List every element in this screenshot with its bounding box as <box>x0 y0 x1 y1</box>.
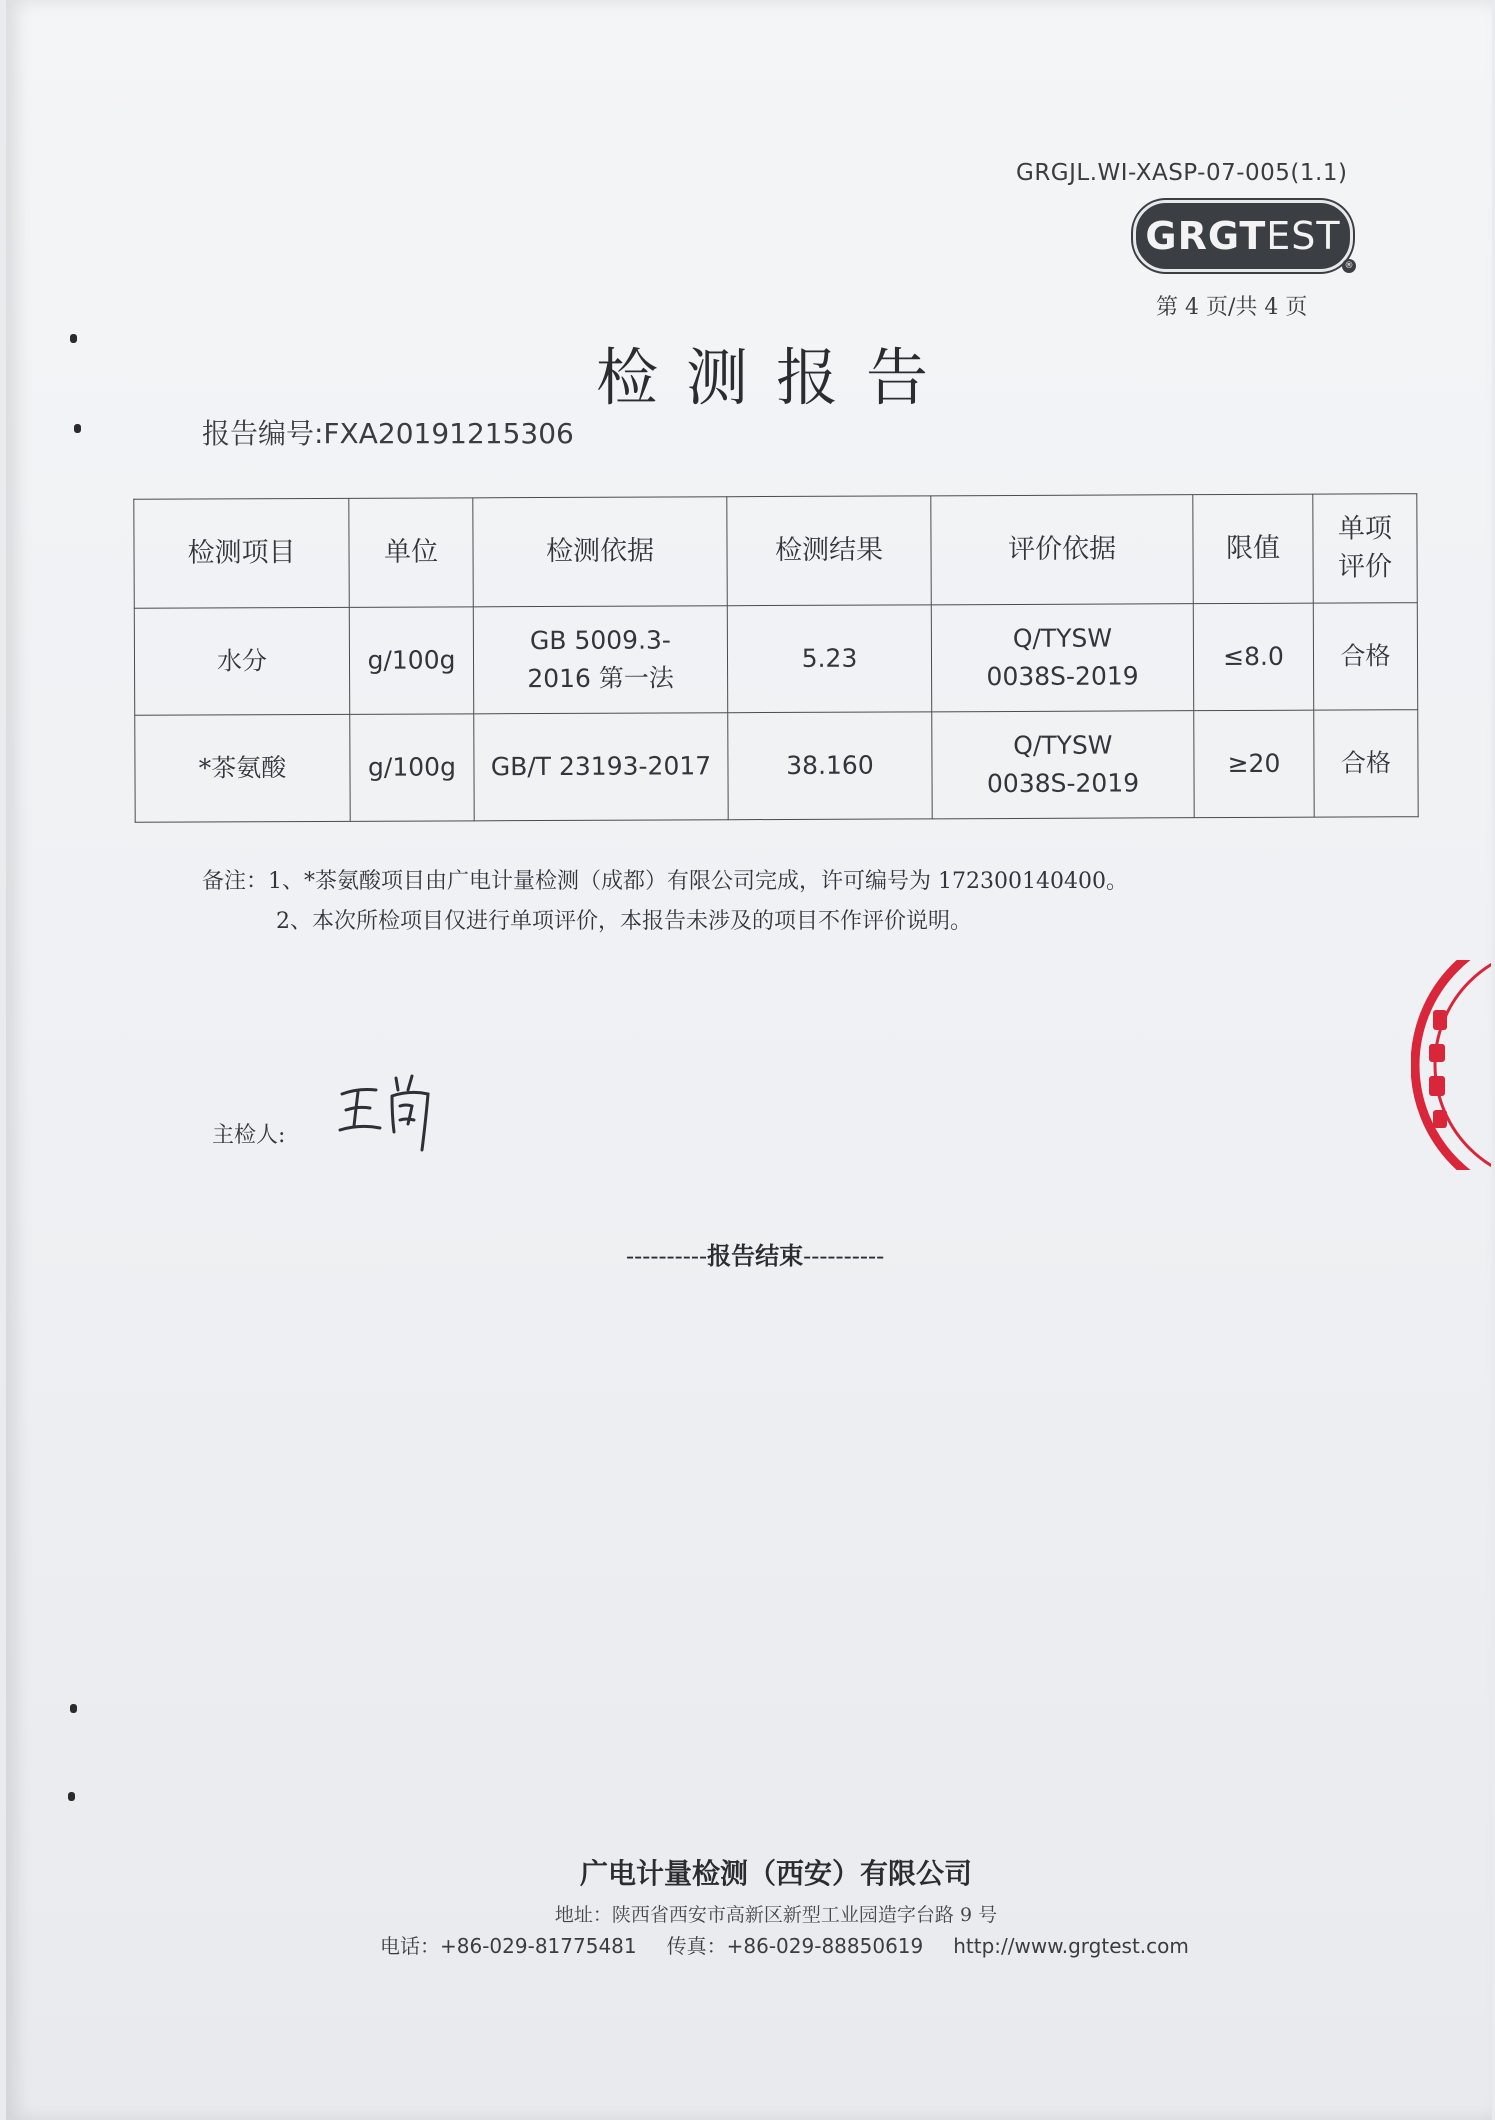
document-code: GRGJL.WI-XASP-07-005(1.1) <box>1016 160 1348 186</box>
fax-label: 传真： <box>666 1934 727 1958</box>
results-table <box>133 493 1418 823</box>
remark-line-1: 备注：1、*茶氨酸项目由广电计量检测（成都）有限公司完成，许可编号为 172300140400。 <box>202 869 1128 894</box>
cell-unit: g/100g <box>349 607 473 715</box>
cell-limit: ≥20 <box>1194 710 1314 818</box>
table-header-row <box>134 494 1417 609</box>
cell-test-basis: GB 5009.3-2016 第一法 <box>473 606 727 714</box>
registered-mark: ® <box>1342 259 1356 273</box>
table-row <box>135 710 1418 823</box>
report-end-marker <box>626 1236 884 1271</box>
website-link[interactable]: http://www.grgtest.com <box>953 1934 1189 1958</box>
binding-hole <box>74 424 81 433</box>
end-dashes-right: ---------- <box>803 1242 885 1270</box>
report-number: 报告编号:FXA20191215306 <box>202 417 574 450</box>
cell-single-evaluation: 合格 <box>1313 603 1417 710</box>
header-test-result: 检测结果 <box>727 496 931 606</box>
logo-light-text: EST <box>1266 214 1341 258</box>
remarks <box>202 862 1128 942</box>
report-title: 检测报告 <box>595 341 956 414</box>
cell-test-result: 38.160 <box>728 712 932 820</box>
cell-evaluation-basis: Q/TYSW 0038S-2019 <box>931 604 1193 712</box>
fax-number: +86-029-88850619 <box>726 1934 924 1958</box>
header-test-item: 检测项目 <box>134 498 349 608</box>
company-address: 地址：陕西省西安市高新区新型工业园造字台路 9 号 <box>554 1904 998 1926</box>
inspector-signature <box>336 1068 446 1158</box>
cell-unit: g/100g <box>350 714 474 822</box>
header-test-basis: 检测依据 <box>473 497 727 607</box>
cell-limit: ≤8.0 <box>1193 603 1313 711</box>
header-unit: 单位 <box>349 498 473 608</box>
inspector-label: 主检人: <box>212 1123 286 1148</box>
report-page <box>6 0 1492 2120</box>
phone-label: 电话： <box>380 1934 440 1958</box>
page-number: 第 4 页/共 4 页 <box>1156 295 1308 320</box>
cell-test-item: 水分 <box>134 607 349 715</box>
header-evaluation-basis: 评价依据 <box>931 495 1193 605</box>
header-single-evaluation: 单项评价 <box>1313 494 1417 603</box>
official-seal <box>1411 960 1491 1170</box>
cell-test-item: *茶氨酸 <box>135 714 350 822</box>
table-row <box>134 603 1417 716</box>
cell-test-basis: GB/T 23193-2017 <box>474 713 728 821</box>
logo-bold-text: GRGT <box>1145 214 1267 258</box>
phone-number: +86-029-81775481 <box>440 1934 637 1958</box>
header-limit: 限值 <box>1193 494 1313 604</box>
binding-hole <box>68 1792 75 1801</box>
cell-evaluation-basis: Q/TYSW 0038S-2019 <box>932 711 1194 819</box>
company-name: 广电计量检测（西安）有限公司 <box>579 1857 972 1890</box>
end-dashes-left: ---------- <box>626 1242 708 1270</box>
grgtest-logo <box>1133 200 1353 272</box>
binding-hole <box>70 1704 77 1713</box>
cell-test-result: 5.23 <box>727 605 931 713</box>
end-text: 报告结束 <box>707 1241 804 1270</box>
remark-line-2: 2、本次所检项目仅进行单项评价，本报告未涉及的项目不作评价说明。 <box>276 909 972 934</box>
cell-single-evaluation: 合格 <box>1314 710 1418 817</box>
company-contact <box>380 1930 1189 1959</box>
